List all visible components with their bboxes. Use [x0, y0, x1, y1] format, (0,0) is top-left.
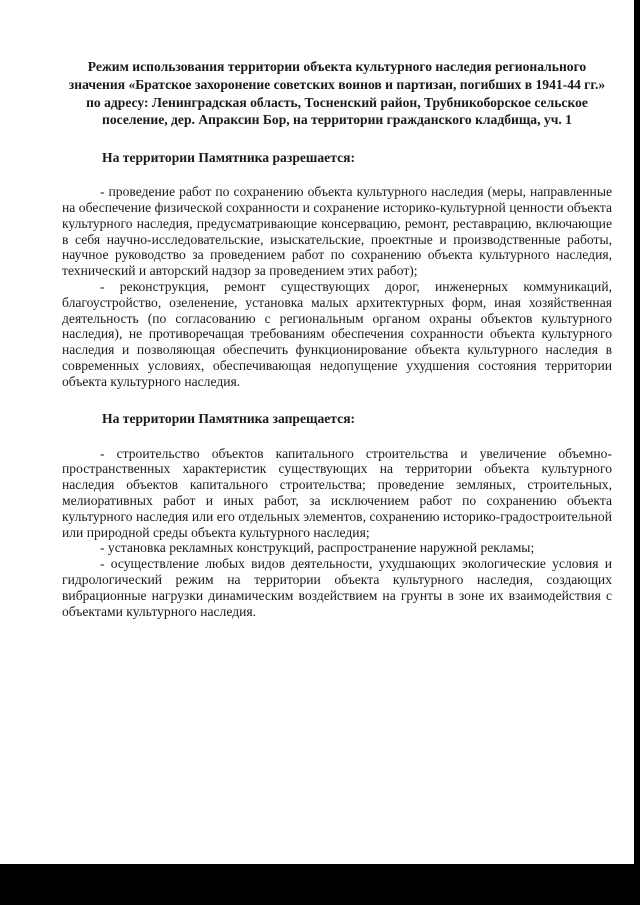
forbidden-item-2: - установка рекламных конструкций, распространение наружной рекламы;	[100, 540, 535, 556]
allowed-item-2: - реконструкция, ремонт существующих дорог, инженерных коммуникаций, благоустройство, озеленение, установка малых архитектурных форм, иная хозяйственная деятельность (по согласованию с региональным органом охраны объектов культурного наследия), не противоречащая требованиям обеспечения сохранности объекта культурного наследия и позволяющая обеспечить функционирование объекта культурного наследия в современных условиях, обеспечивающая недопущение ухудшения состояния территории объекта культурного наследия.	[62, 278, 612, 389]
document-body	[62, 58, 612, 619]
forbidden-item-3: - осуществление любых видов деятельности, ухудшающих экологические условия и гидрологический режим на территории объекта культурного наследия, создающих вибрационные нагрузки динамическим воздействием на грунты в зоне их взаимодействия с объектами культурного наследия.	[62, 556, 612, 619]
allowed-item-1: - проведение работ по сохранению объекта культурного наследия (меры, направленные на обеспечение физической сохранности и сохранение историко-культурной ценности объекта культурного наследия, предусматривающие консервацию, ремонт, реставрацию, включающие в себя научно-исследовательские, изыскательские, проектные и производственные работы, научное руководство за проведением работ по сохранению объекта культурного наследия, технический и авторский надзор за проведением этих работ);	[62, 184, 612, 279]
scan-edge	[634, 0, 640, 864]
forbidden-item-1: - строительство объектов капитального строительства и увеличение объемно-пространственных характеристик существующих на территории объекта культурного наследия объектов капитального строительства; проведение земляных, строительных, мелиоративных работ и иных работ, за исключением работ по сохранению объекта культурного наследия или его отдельных элементов, сохранению историко-градостроительной или природной среды объекта культурного наследия;	[62, 445, 612, 540]
allowed-heading: На территории Памятника разрешается:	[102, 150, 355, 166]
scan-border	[0, 864, 640, 905]
forbidden-heading: На территории Памятника запрещается:	[102, 410, 356, 426]
document-title: Режим использования территории объекта культурного наследия регионального значения «Братское захоронение советских воинов и партизан, погибших в 1941-44 гг.» по адресу: Ленинградская область, Тосненский район, Трубникоборское сельское поселение, дер. Апраксин Бор, на территории гражданского кладбища, уч. 1	[68, 59, 606, 128]
